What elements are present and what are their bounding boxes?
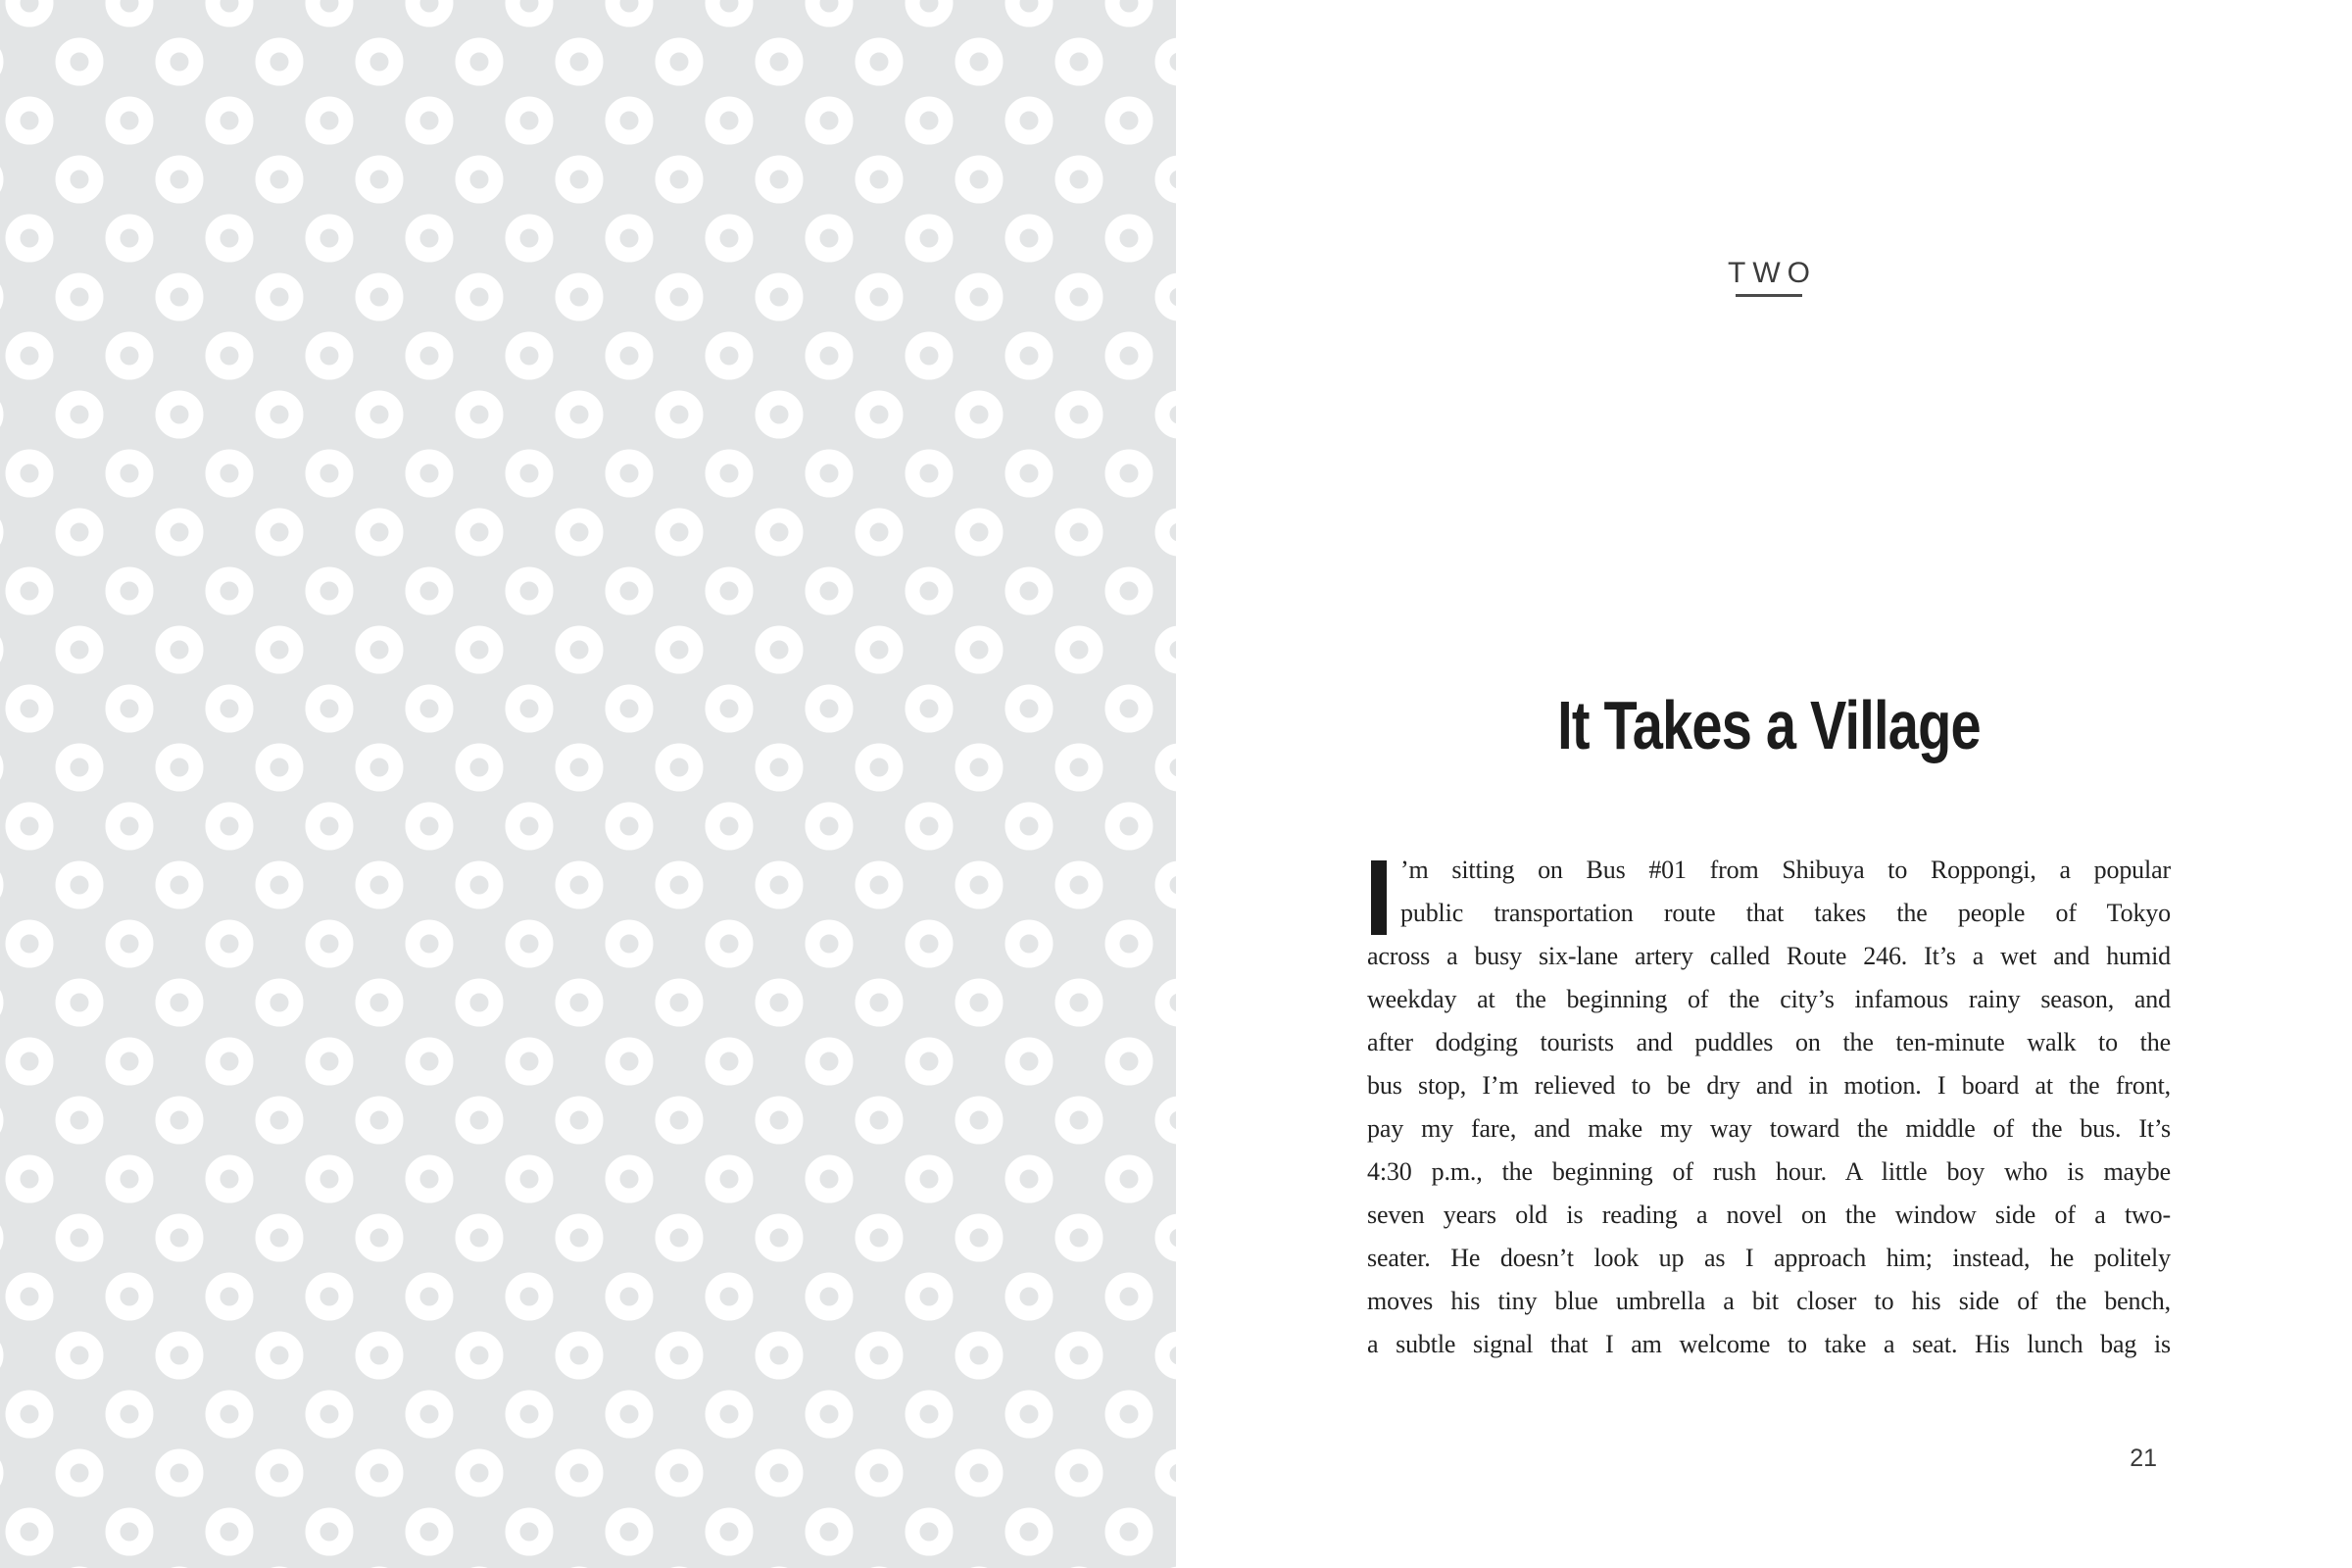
body-line: seater. He doesn’t look up as I approach him; instead, he politely <box>1367 1244 2171 1272</box>
chapter-title: It Takes a Village <box>1557 687 1981 763</box>
chapter-underline <box>1736 294 1802 297</box>
right-page <box>1176 0 2352 1568</box>
body-line: after dodging tourists and puddles on the ten-minute walk to the <box>1367 1028 2171 1056</box>
body-line: 4:30 p.m., the beginning of rush hour. A little boy who is maybe <box>1367 1157 2171 1186</box>
body-line: pay my fare, and make my way toward the middle of the bus. It’s <box>1367 1114 2171 1143</box>
body-line: seven years old is reading a novel on the window side of a two- <box>1367 1200 2171 1229</box>
body-text <box>1367 849 2171 1378</box>
page-number: 21 <box>2130 1445 2157 1472</box>
body-line: bus stop, I’m relieved to be dry and in motion. I board at the front, <box>1367 1071 2171 1100</box>
body-line: weekday at the beginning of the city’s infamous rainy season, and <box>1367 985 2171 1013</box>
chapter-number: TWO <box>1728 257 1817 289</box>
body-line: ’m sitting on Bus #01 from Shibuya to Roppongi, a popular <box>1400 856 2171 884</box>
drop-cap <box>1371 860 1387 935</box>
body-line: a subtle signal that I am welcome to take a seat. His lunch bag is <box>1367 1330 2171 1358</box>
body-line: public transportation route that takes the people of Tokyo <box>1400 899 2171 927</box>
body-line: across a busy six-lane artery called Route 246. It’s a wet and humid <box>1367 942 2171 970</box>
body-line: moves his tiny blue umbrella a bit closer to his side of the bench, <box>1367 1287 2171 1315</box>
